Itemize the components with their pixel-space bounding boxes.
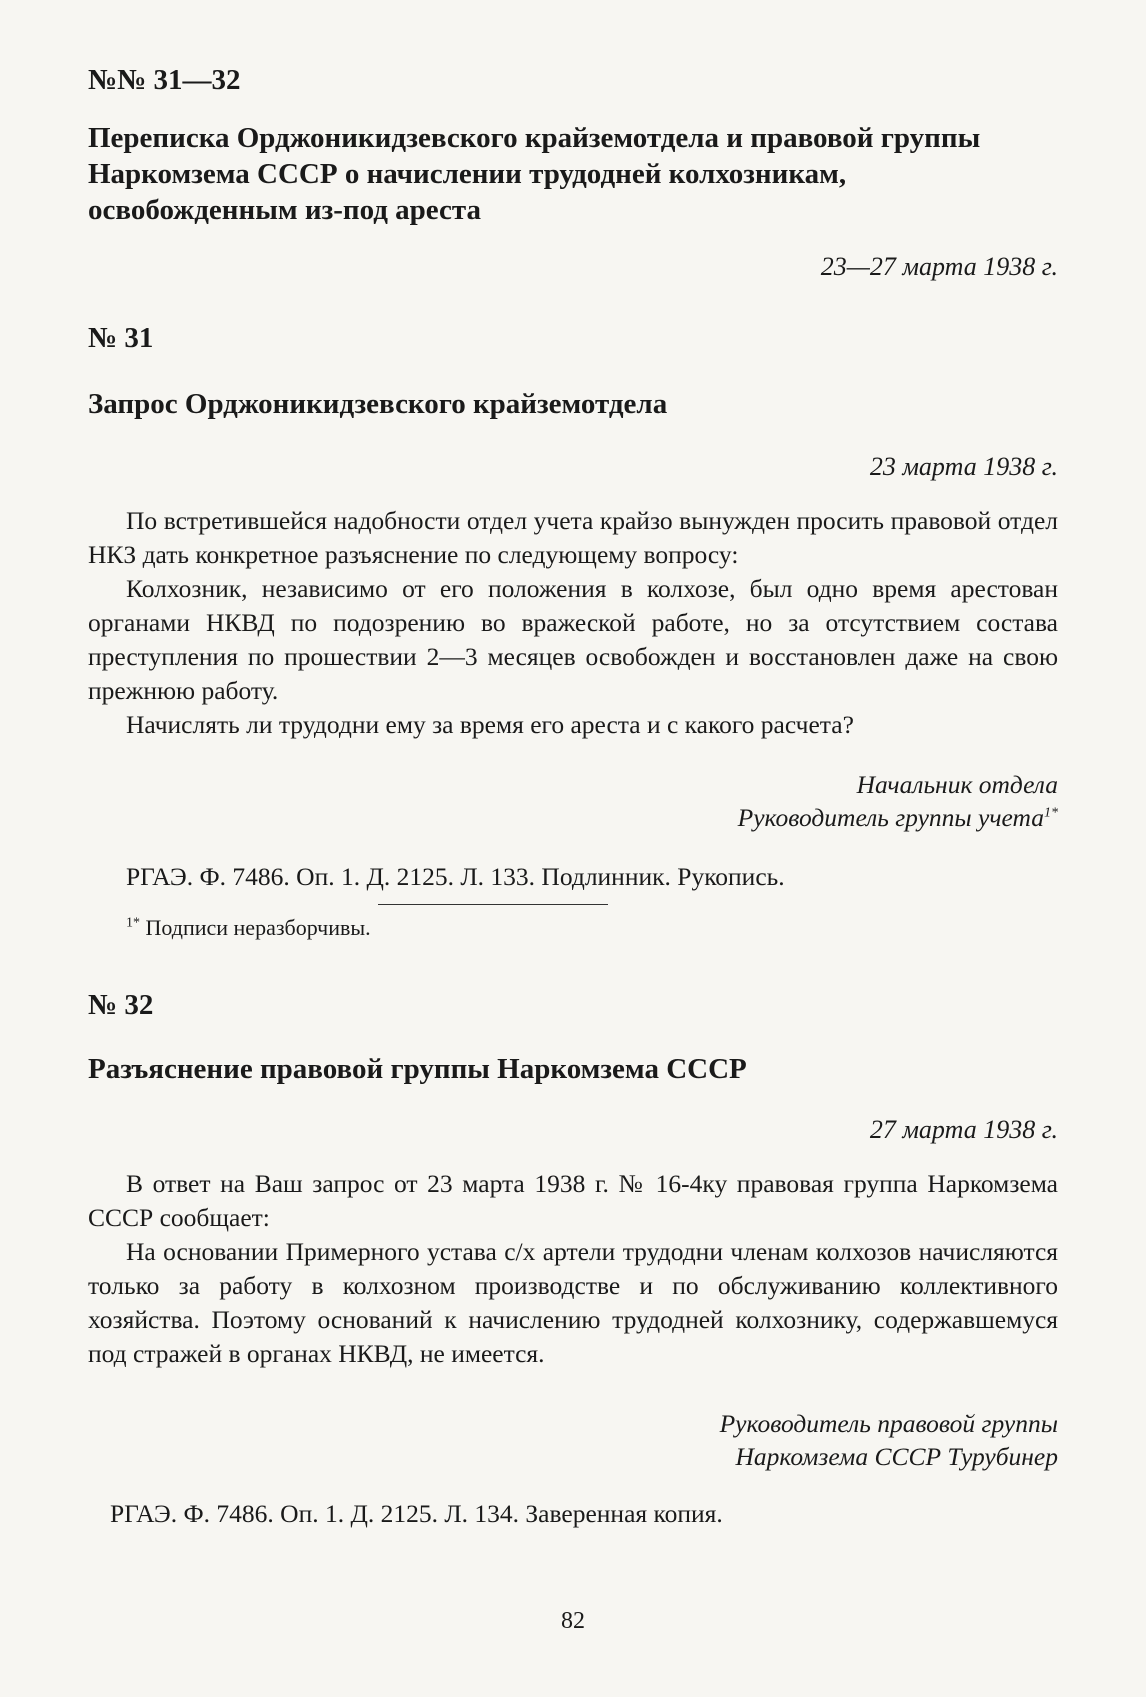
footnote-divider — [378, 904, 608, 905]
doc31-archive-ref: РГАЭ. Ф. 7486. Оп. 1. Д. 2125. Л. 133. Подлинник. Рукопись. — [126, 862, 785, 891]
doc32-paragraph: На основании Примерного устава с/х артели трудодни членам колхозов начисляются только за работу в колхозном производстве и по обслуживанию коллективного хозяйства. Поэтому оснований к начислению трудодней колхознику, содержавшемуся под стражей в органах НКВД, не имеется. — [88, 1237, 1058, 1368]
doc32-signature — [88, 1407, 1058, 1473]
doc32-signature-line2: Наркомзема СССР Турубинер — [735, 1442, 1058, 1471]
doc31-number: № 31 — [88, 322, 154, 354]
doc31-title: Запрос Орджоникидзевского крайземотдела — [88, 388, 668, 420]
collection-title: Переписка Орджоникидзевского крайземотдела и правовой группы Наркомзема СССР о начислении трудодней колхозникам, освобожденным из-под ареста — [88, 122, 981, 226]
doc31-footnote — [88, 913, 1058, 943]
footnote-text: Подписи неразборчивы. — [145, 915, 371, 940]
footnote-mark: 1* — [126, 915, 140, 931]
doc31-paragraph: Начислять ли трудодни ему за время его ареста и с какого расчета? — [126, 710, 854, 739]
doc31-signature-line1: Начальник отдела — [856, 770, 1058, 799]
doc31-signature-text: Руководитель группы учета — [737, 803, 1044, 832]
doc31-paragraph: Колхозник, независимо от его положения в колхозе, был одно время арестован органами НКВД по подозрению во вражеской работе, но за отсутствием состава преступления по прошествии 2—3 месяцев освобожден и восстановлен даже на свою прежнюю работу. — [88, 574, 1058, 705]
doc32-body — [88, 1167, 1058, 1371]
doc31-paragraph: По встретившейся надобности отдел учета крайзо вынужден просить правовой отдел НКЗ дать конкретное разъяснение по следующему вопросу: — [88, 506, 1058, 569]
doc-numbers: №№ 31—32 — [88, 64, 241, 96]
doc32-date: 27 марта 1938 г. — [869, 1115, 1058, 1144]
page-content — [88, 62, 1058, 1531]
doc32-number: № 32 — [88, 989, 154, 1021]
doc32-paragraph: В ответ на Ваш запрос от 23 марта 1938 г. № 16-4ку правовая группа Наркомзема СССР сообщает: — [88, 1169, 1058, 1232]
doc31-signature-line2 — [88, 801, 1058, 834]
collection-date: 23—27 марта 1938 г. — [820, 252, 1058, 281]
page-number: 82 — [561, 1608, 585, 1634]
footnote-ref: 1* — [1044, 805, 1058, 821]
doc32-title: Разъяснение правовой группы Наркомзема СССР — [88, 1053, 747, 1085]
doc32-archive-ref: РГАЭ. Ф. 7486. Оп. 1. Д. 2125. Л. 134. Заверенная копия. — [110, 1499, 723, 1528]
doc31-signature — [88, 768, 1058, 834]
doc32-signature-line1: Руководитель правовой группы — [719, 1409, 1058, 1438]
doc31-date: 23 марта 1938 г. — [869, 452, 1058, 481]
doc31-body — [88, 504, 1058, 742]
